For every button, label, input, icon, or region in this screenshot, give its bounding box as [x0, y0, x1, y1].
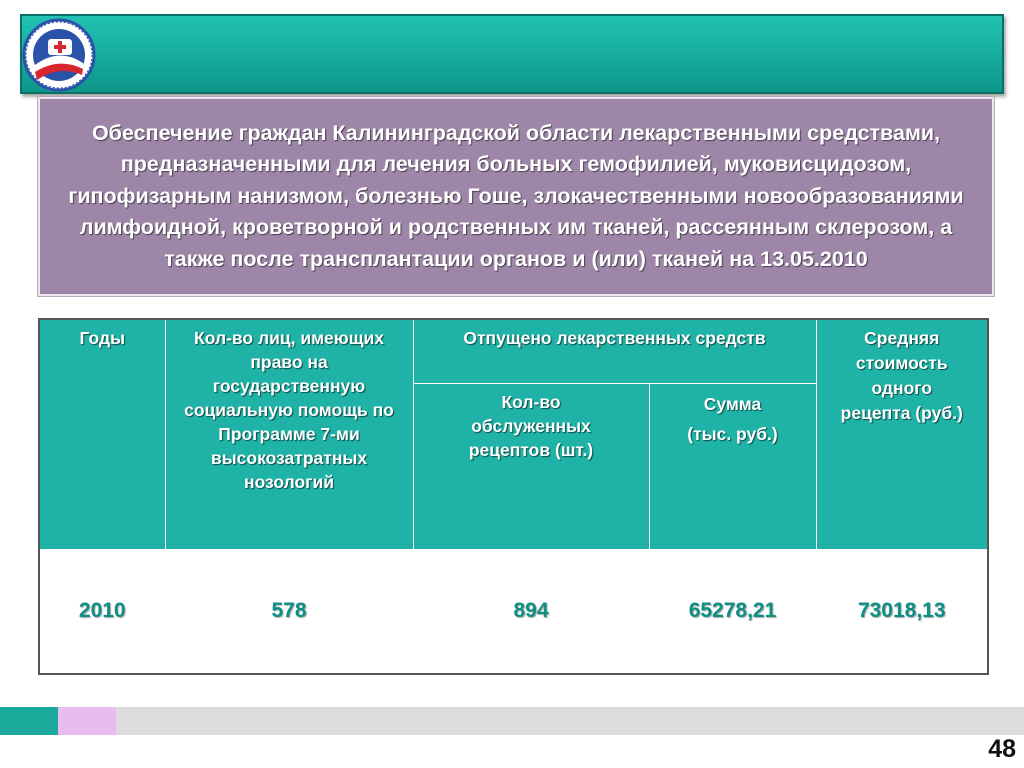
data-table [38, 318, 989, 675]
header-years: Годы [39, 319, 165, 549]
table-row [39, 549, 988, 674]
ambulance-logo-icon [22, 17, 96, 93]
page-number: 48 [988, 735, 1016, 763]
header-avg-cost: Средняя стоимость одного рецепта (руб.) [816, 319, 988, 549]
cell-avg: 73018,13 [816, 549, 988, 674]
footer-teal-block [0, 707, 58, 735]
slide-title: Обеспечение граждан Калининградской области лекарственными средствами, предназначенными для лечения больных гемофилией, муковисцидозом, гипофизарным нанизмом, болезнью Гоше, злокачественными новообразованиями лимфоидной, кроветворной и родственных им тканей, рассеянным склерозом, а также после трансплантации органов и (или) тканей на 13.05.2010 [68, 120, 964, 271]
header-dispensed: Отпущено лекарственных средств [413, 319, 816, 383]
footer-pink-block [58, 707, 116, 735]
cell-recipes: 894 [413, 549, 649, 674]
header-bar [20, 14, 1004, 94]
cell-sum: 65278,21 [649, 549, 816, 674]
footer-gray-block [116, 707, 1024, 735]
header-recipes: Кол-во обслуженных рецептов (шт.) [413, 383, 649, 549]
header-sum: Сумма (тыс. руб.) [649, 383, 816, 549]
cell-year: 2010 [39, 549, 165, 674]
cell-persons: 578 [165, 549, 413, 674]
header-persons: Кол-во лиц, имеющих право на государственную социальную помощь по Программе 7-ми высокозатратных нозологий [165, 319, 413, 549]
title-box [38, 97, 994, 296]
footer-bar [0, 707, 1024, 735]
